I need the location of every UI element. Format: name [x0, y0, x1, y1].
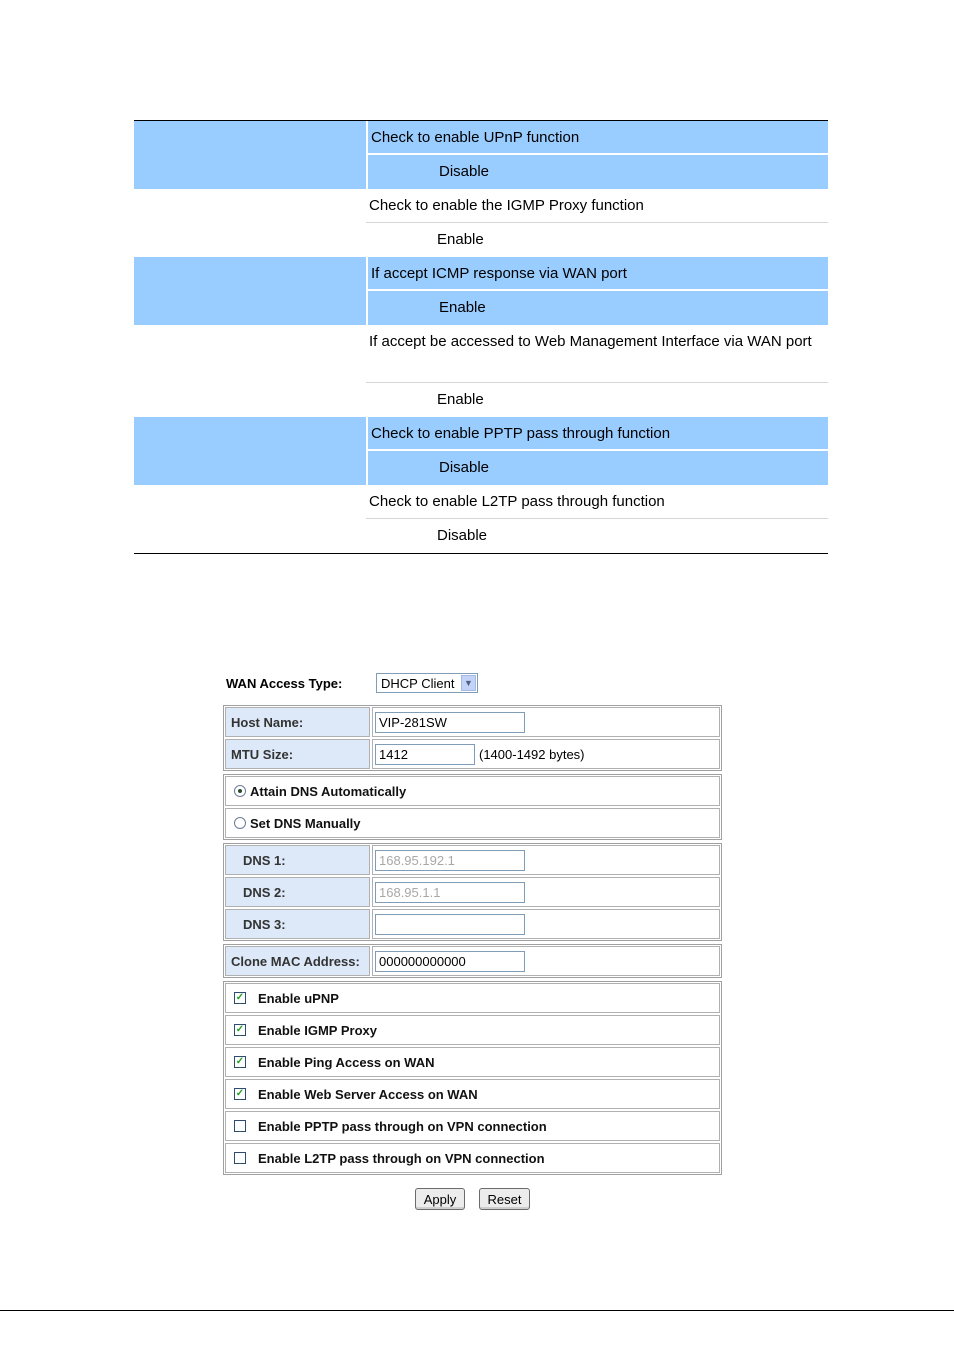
- host-name-label: Host Name:: [225, 707, 370, 737]
- clone-mac-group: [223, 944, 722, 978]
- host-name-input[interactable]: VIP-281SW: [375, 712, 525, 733]
- description-text: If accept ICMP response via WAN port: [368, 257, 828, 291]
- enable-web-server-access-option[interactable]: [225, 1079, 720, 1109]
- description-default: Enable: [437, 231, 484, 248]
- clone-mac-label: Clone MAC Address:: [225, 946, 370, 976]
- options-group: [223, 981, 722, 1175]
- dns2-label: DNS 2:: [225, 877, 370, 907]
- description-label-cell: [134, 417, 368, 485]
- dns1-label: DNS 1:: [225, 845, 370, 875]
- dns1-input[interactable]: 168.95.192.1: [375, 850, 525, 871]
- enable-igmp-proxy-option[interactable]: [225, 1015, 720, 1045]
- description-default: Enable: [439, 299, 486, 316]
- description-text: Check to enable L2TP pass through function: [366, 485, 828, 519]
- description-default: Disable: [439, 459, 490, 476]
- enable-web-server-access-label: Enable Web Server Access on WAN: [258, 1086, 478, 1102]
- enable-l2tp-option[interactable]: [225, 1143, 720, 1173]
- checkbox-checked-icon[interactable]: ✓: [235, 1056, 245, 1067]
- dns-auto-option[interactable]: [225, 776, 720, 806]
- description-label-cell: [134, 189, 366, 257]
- description-label-cell: [134, 325, 366, 417]
- wan-settings-form: [223, 705, 722, 1178]
- radio-unselected-icon[interactable]: [234, 817, 246, 829]
- description-label-cell: [134, 121, 368, 189]
- mtu-size-input[interactable]: 1412: [375, 744, 475, 765]
- description-row-upnp: [134, 121, 828, 189]
- chevron-down-icon[interactable]: ▼: [461, 675, 476, 691]
- apply-button[interactable]: Apply: [415, 1188, 465, 1210]
- description-text: Check to enable UPnP function: [368, 121, 828, 155]
- description-row-web-access: [134, 325, 828, 417]
- enable-igmp-proxy-label: Enable IGMP Proxy: [258, 1022, 377, 1038]
- description-row-pptp: [134, 417, 828, 485]
- enable-upnp-label: Enable uPNP: [258, 990, 339, 1006]
- description-row-igmp: [134, 189, 828, 257]
- checkbox-checked-icon[interactable]: ✓: [235, 992, 245, 1003]
- description-table: [134, 120, 828, 554]
- mtu-hint: (1400-1492 bytes): [479, 746, 585, 762]
- enable-upnp-option[interactable]: [225, 983, 720, 1013]
- enable-pptp-label: Enable PPTP pass through on VPN connection: [258, 1118, 547, 1134]
- dns-servers-group: [223, 843, 722, 941]
- description-label-cell: [134, 485, 366, 553]
- description-default: Enable: [437, 391, 484, 408]
- dns2-input[interactable]: 168.95.1.1: [375, 882, 525, 903]
- checkbox-checked-icon[interactable]: ✓: [235, 1024, 245, 1035]
- description-text: Check to enable the IGMP Proxy function: [366, 189, 828, 223]
- form-buttons: [415, 1188, 530, 1210]
- enable-pptp-option[interactable]: [225, 1111, 720, 1141]
- checkbox-unchecked-icon[interactable]: [234, 1152, 246, 1164]
- checkbox-unchecked-icon[interactable]: [234, 1120, 246, 1132]
- description-label-cell: [134, 257, 368, 325]
- page-footer-rule: [0, 1310, 954, 1311]
- description-default: Disable: [439, 163, 490, 180]
- enable-l2tp-label: Enable L2TP pass through on VPN connection: [258, 1150, 545, 1166]
- enable-ping-access-option[interactable]: [225, 1047, 720, 1077]
- wan-access-type-select[interactable]: [376, 673, 478, 693]
- wan-access-type-value: DHCP Client: [381, 675, 455, 691]
- clone-mac-input[interactable]: 000000000000: [375, 951, 525, 972]
- dns-auto-label: Attain DNS Automatically: [250, 783, 407, 799]
- checkbox-checked-icon[interactable]: ✓: [235, 1088, 245, 1099]
- host-group: [223, 705, 722, 771]
- wan-access-type-label: WAN Access Type:: [226, 675, 343, 691]
- wan-access-type-row: [226, 671, 478, 695]
- description-text: Check to enable PPTP pass through function: [368, 417, 828, 451]
- enable-ping-access-label: Enable Ping Access on WAN: [258, 1054, 435, 1070]
- dns3-input[interactable]: [375, 914, 525, 935]
- dns-mode-group: [223, 774, 722, 840]
- radio-selected-icon[interactable]: [234, 785, 246, 797]
- mtu-size-label: MTU Size:: [225, 739, 370, 769]
- dns-manual-label: Set DNS Manually: [250, 815, 361, 831]
- description-row-icmp: [134, 257, 828, 325]
- description-default: Disable: [437, 527, 488, 544]
- reset-button[interactable]: Reset: [479, 1188, 530, 1210]
- description-row-l2tp: [134, 485, 828, 554]
- description-text: If accept be accessed to Web Management Interface via WAN port: [366, 325, 828, 383]
- dns3-label: DNS 3:: [225, 909, 370, 939]
- dns-manual-option[interactable]: [225, 808, 720, 838]
